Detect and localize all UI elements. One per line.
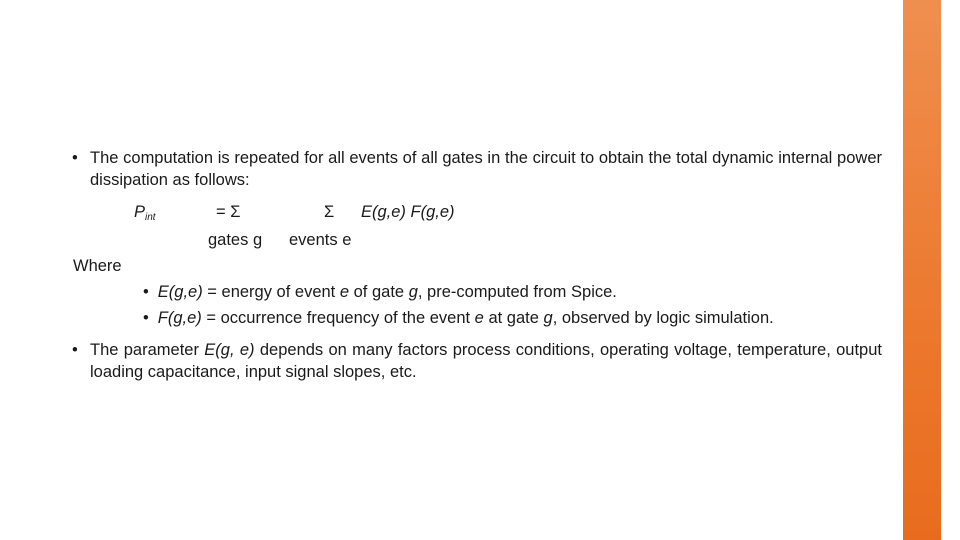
text-b: of gate [349,283,409,301]
bullet-parameter [72,339,882,383]
accent-edge [941,0,960,540]
term-f: F(g,e) [157,309,202,327]
sub-bullet-frequency [143,307,774,329]
accent-bar [903,0,941,540]
formula-outer-index: gates g [208,231,263,249]
text-a: = energy of event [202,283,340,301]
formula-inner-sum: Σ [324,203,335,221]
bullet-dot: • [143,309,149,327]
bullet-dot: • [72,341,78,359]
formula-term-text: E(g,e) F(g,e) [361,203,455,221]
formula-lhs-subscript: int [145,212,156,223]
text-b: at gate [483,309,544,327]
formula-inner-index: events e [289,231,352,249]
formula-lhs-symbol: P [134,203,146,221]
bullet-dot: • [143,283,149,301]
bullet-computation [72,147,882,191]
where-label: Where [73,257,122,275]
text-a: The parameter [90,341,205,359]
bullet-text: The computation is repeated for all events of all gates in the circuit to obtain the total dynamic internal power dissipation as follows: [90,149,882,189]
var-g: g [543,309,553,327]
text-b: depends on many factors process conditions, operating voltage, temperature, output loading capacitance, input signal slopes, etc. [90,341,882,381]
formula-equals-sum: = Σ [216,203,241,221]
bullet-dot: • [72,149,78,167]
term-e-param: E(g, e) [204,341,255,359]
var-g: g [408,283,418,301]
formula-term [361,201,455,223]
var-e: e [474,309,484,327]
bullet-text [90,339,882,383]
formula-lhs [134,201,156,229]
text-c: , pre-computed from Spice. [417,283,617,301]
text-c: , observed by logic simulation. [552,309,774,327]
term-e: E(g,e) [157,283,203,301]
sub-bullet-energy [143,281,617,303]
text-a: = occurrence frequency of the event [201,309,475,327]
var-e: e [339,283,350,301]
